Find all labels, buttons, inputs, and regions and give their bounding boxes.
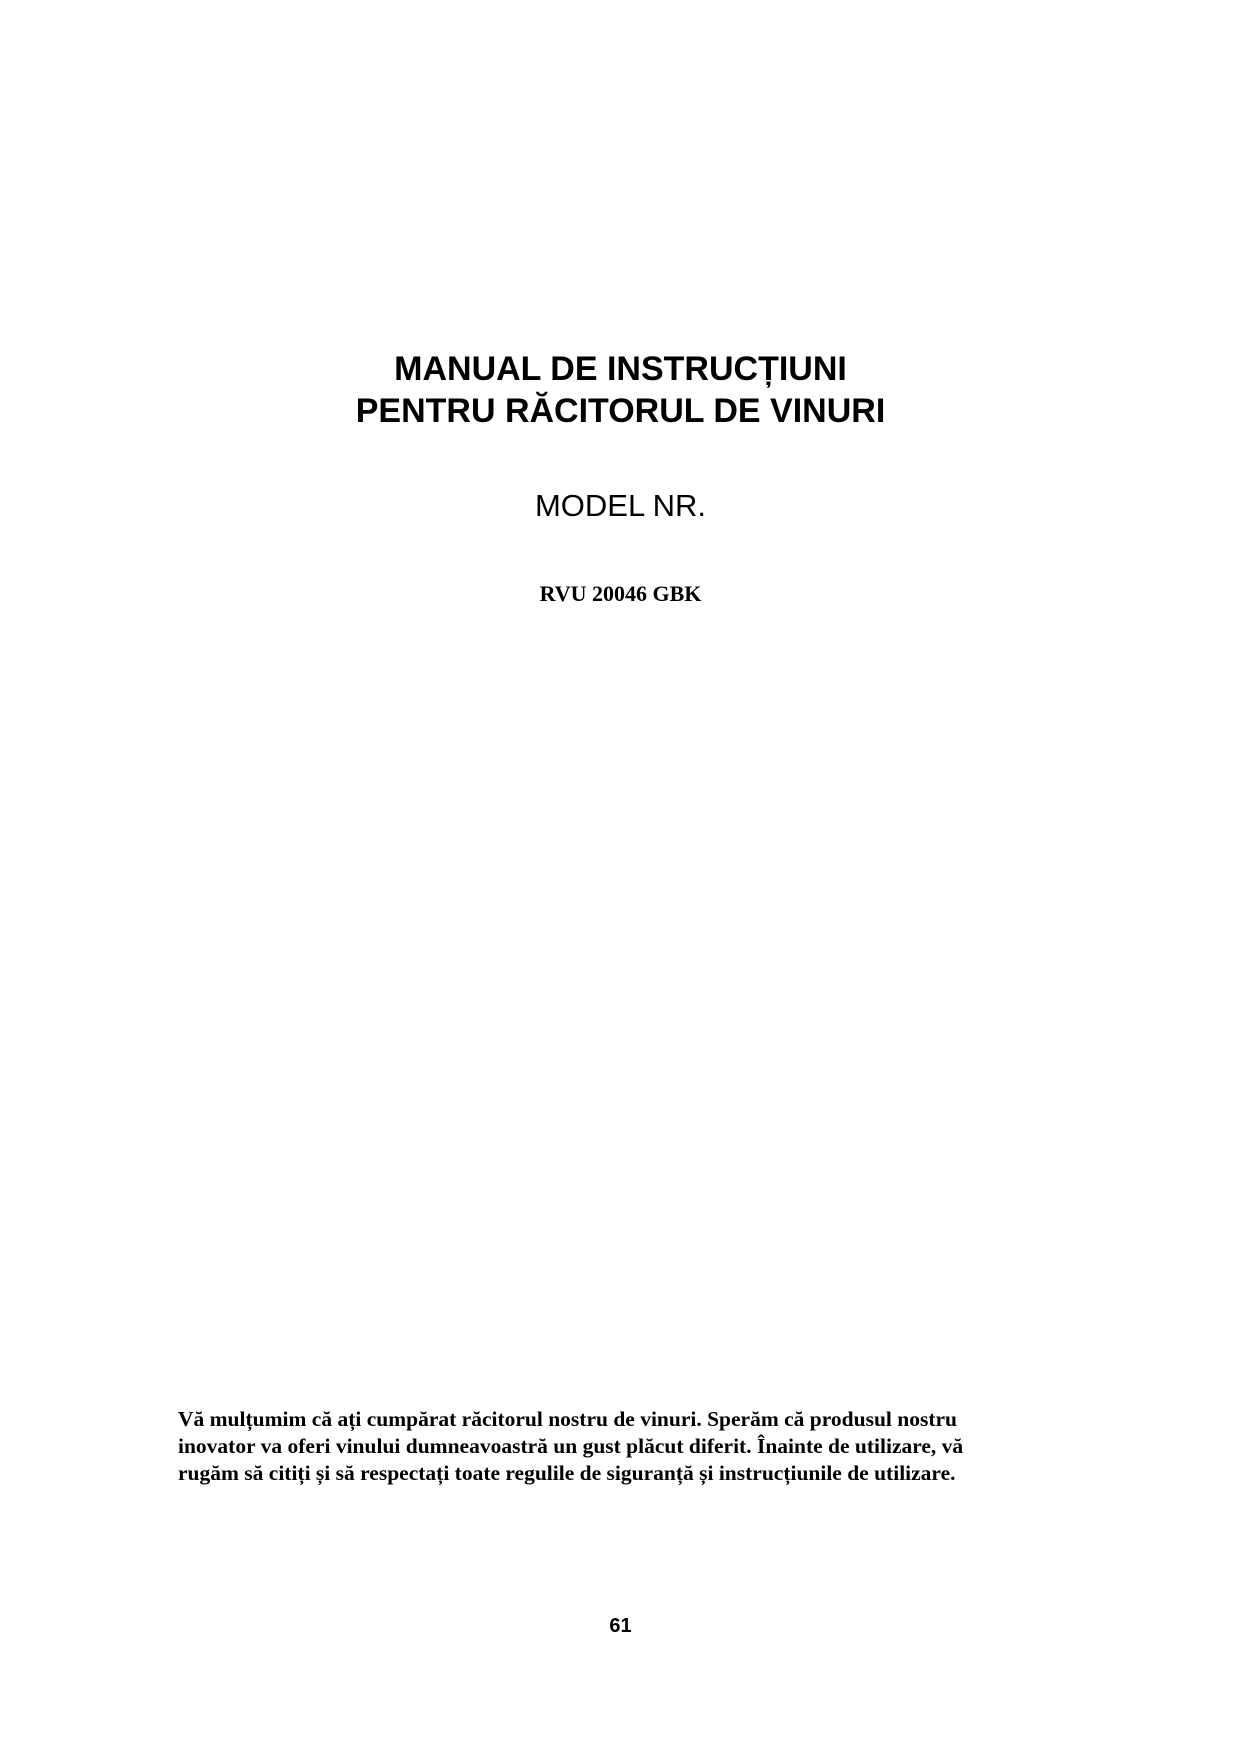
intro-line-3: rugăm să citiți și să respectați toate regulile de siguranță și instrucțiunile de utilizare. bbox=[178, 1461, 956, 1485]
model-label: MODEL NR. bbox=[534, 488, 707, 523]
intro-paragraph bbox=[178, 1406, 1078, 1487]
manual-title bbox=[0, 348, 1241, 432]
title-line-2: PENTRU RĂCITORUL DE VINURI bbox=[355, 392, 886, 430]
intro-line-2: inovator va oferi vinului dumneavoastră un gust plăcut diferit. Înainte de utilizare, vă bbox=[178, 1434, 964, 1458]
intro-line-1: Vă mulțumim că ați cumpărat răcitorul nostru de vinuri. Sperăm că produsul nostru bbox=[178, 1407, 957, 1431]
model-number: RVU 20046 GBK bbox=[539, 581, 702, 606]
title-line-1: MANUAL DE INSTRUCȚIUNI bbox=[394, 350, 847, 388]
page-number: 61 bbox=[609, 1615, 632, 1637]
